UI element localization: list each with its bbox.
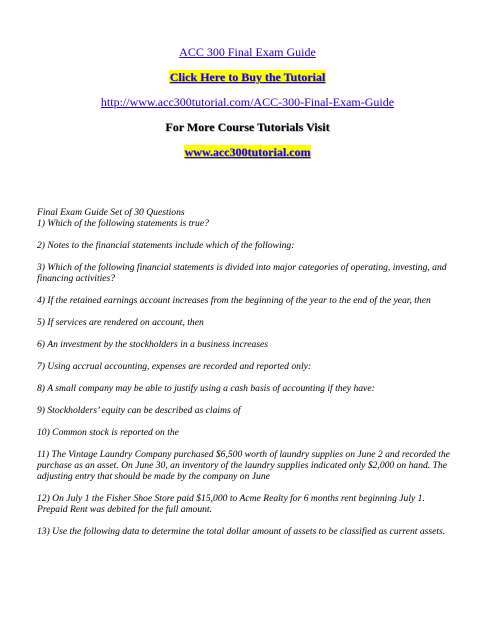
site-link[interactable]: www.acc300tutorial.com: [184, 145, 311, 159]
question-5: 5) If services are rendered on account, then: [37, 317, 204, 328]
site-link-line: [0, 145, 495, 159]
question-6: 6) An investment by the stockholders in a business increases: [37, 339, 269, 350]
question-4: 4) If the retained earnings account increases from the beginning of the year to the end of the year, then: [37, 295, 431, 306]
question-list: [37, 207, 457, 548]
question-8: 8) A small company may be able to justify using a cash basis of accounting if they have:: [37, 383, 375, 394]
more-tutorials-heading: For More Course Tutorials Visit: [165, 120, 330, 134]
exam-guide-url-link[interactable]: http://www.acc300tutorial.com/ACC-300-Final-Exam-Guide: [100, 95, 395, 109]
buy-link-line: [0, 70, 495, 84]
question-3: 3) Which of the following financial statements is divided into major categories of operating, investing, and financing activities?: [37, 262, 447, 284]
question-13: 13) Use the following data to determine the total dollar amount of assets to be classified as current assets.: [37, 526, 446, 537]
doc-title-link[interactable]: ACC 300 Final Exam Guide: [179, 45, 316, 59]
question-7: 7) Using accrual accounting, expenses are recorded and reported only:: [37, 361, 312, 372]
question-1: 1) Which of the following statements is true?: [37, 218, 209, 229]
intro-text: Final Exam Guide Set of 30 Questions: [37, 207, 185, 218]
document-header: [0, 45, 495, 170]
question-12: 12) On July 1 the Fisher Shoe Store paid $15,000 to Acme Realty for 6 months rent beginning July 1. Prepaid Rent was debited for the full amount.: [37, 493, 425, 515]
question-10: 10) Common stock is reported on the: [37, 427, 179, 438]
buy-tutorial-link[interactable]: Click Here to Buy the Tutorial: [169, 70, 326, 84]
question-9: 9) Stockholders’ equity can be described as claims of: [37, 405, 241, 416]
doc-title-line: [0, 45, 495, 59]
url-line: [0, 95, 495, 109]
question-2: 2) Notes to the financial statements include which of the following:: [37, 240, 295, 251]
more-heading-line: [0, 120, 495, 134]
question-11: 11) The Vintage Laundry Company purchased $6,500 worth of laundry supplies on June 2 and recorded the purchase as an asset. On June 30, an inventory of the laundry supplies indicated only $2,000 on hand. The adjusting entry that should be made by the company on June: [37, 449, 450, 482]
